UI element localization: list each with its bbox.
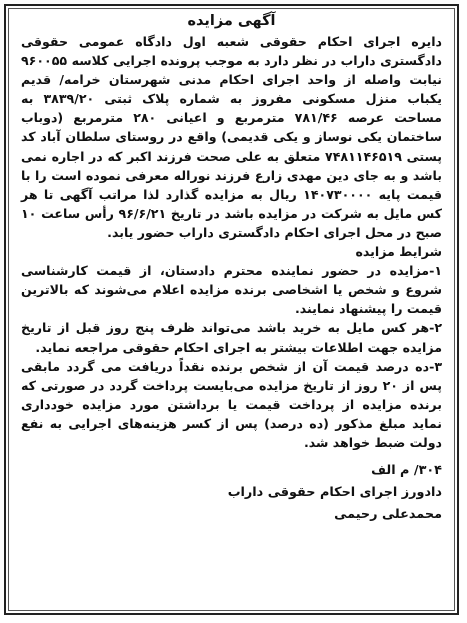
signer-title: دادورز اجرای احکام حقوقی داراب xyxy=(227,485,442,501)
condition-item-2: ۲-هر کس مایل به خرید باشد می‌تواند ظرف پنج روز قبل از تاریخ مزایده جهت اطلاعات بیشتر به اجرای احکام حقوقی مراجعه نماید. xyxy=(21,320,442,355)
notice-footer xyxy=(21,460,442,526)
signer-name: محمدعلی رحیمی xyxy=(334,507,442,523)
reference-number: ۳۰۴/ م الف xyxy=(371,463,442,479)
condition-item-1: ۱-مزایده در حضور نماینده محترم دادستان، از قیمت کارشناسی شروع و شخص یا اشخاصی برنده مزایده اعلام می‌شوند که بالاترین قیمت را پیشنهاد نمایند. xyxy=(21,263,442,317)
notice-frame xyxy=(4,4,459,615)
conditions-heading: شرایط مزایده xyxy=(355,244,442,260)
notice-content xyxy=(8,8,455,611)
notice-title: آگهی مزایده xyxy=(187,13,276,29)
condition-item-3: ۳-ده درصد قیمت آن از شخص برنده نقداً دریافت می گردد مابقی پس از ۲۰ روز از تاریخ مزایده می‌بایست پرداخت گردد در صورتی که برنده مزایده از پرداخت قیمت یا برداشتن مورد مزایده خودداری نماید مبلغ مذکور (ده درصد) پس از کسر هزینه‌های اجرایی به نفع دولت ضبط خواهد شد. xyxy=(21,358,442,450)
notice-body: دایره اجرای احکام حقوقی شعبه اول دادگاه عمومی حقوقی دادگستری داراب در نظر دارد به موجب پرونده اجرایی کلاسه ۹۶۰۰۵۵ نیابت واصله از واحد اجرای احکام مدنی شهرستان خرامه/ قدیم یکباب منزل مسکونی مفروز به شماره پلاک ثبتی ۳۸۳۹/۲۰ به مساحت عرصه ۷۸۱/۴۶ مترمربع و اعیانی ۲۸۰ مترمربع (دوباب ساختمان یکی نوساز و یکی قدیمی) واقع در روستای سلطان آباد کد پستی ۷۴۸۱۱۴۶۵۱۹ متعلق به علی صحت فرزند اکبر که در اجاره نمی باشد و به جای دین مهدی زارع فرزند نوراله معرفی نموده است را با قیمت پایه ۱۴۰۷۳۰۰۰۰ ریال به مزایده گذارد لذا مراتب آگهی تا هر کس مایل به شرکت در مزایده باشد در تاریخ ۹۶/۶/۲۱ رأس ساعت ۱۰ صبح در محل اجرای احکام دادگستری داراب حضور یابد. xyxy=(21,34,443,240)
